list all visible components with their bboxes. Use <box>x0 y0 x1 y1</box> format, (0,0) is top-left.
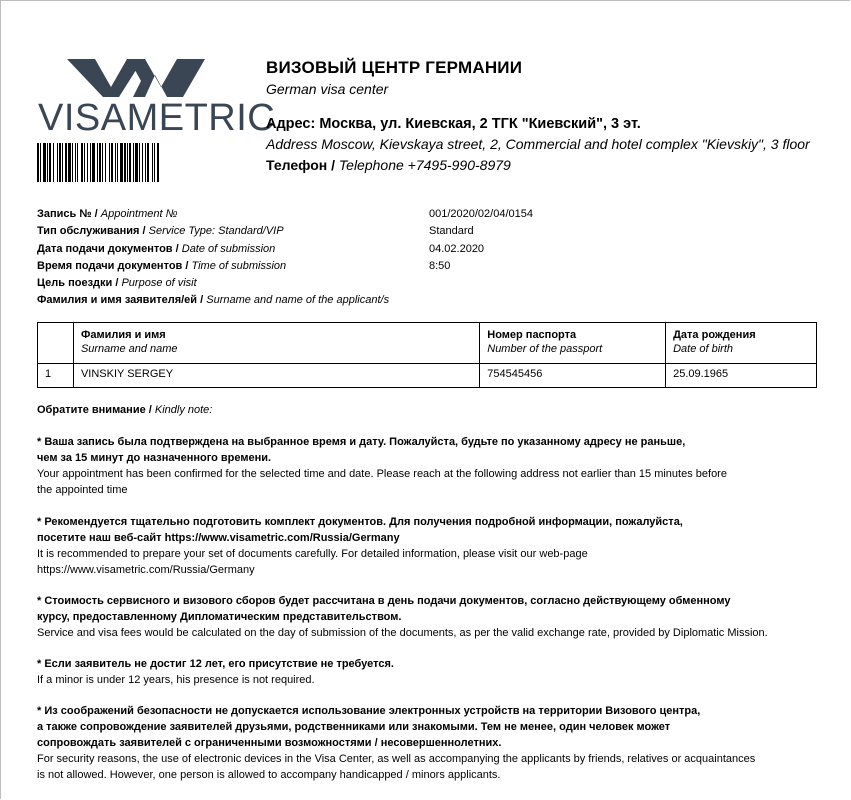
cell-number: 1 <box>38 364 74 388</box>
note-ru-line: * Рекомендуется тщательно подготовить комплект документов. Для получения подробной информации, пожалуйста, <box>37 516 683 528</box>
note-arrival <box>37 434 827 498</box>
note-minors <box>37 656 827 688</box>
visa-center-subtitle: German visa center <box>266 81 389 97</box>
phone-label: Телефон / <box>266 157 335 173</box>
note-ru-line: а также сопровождение заявителей друзьями, родственниками или знакомыми. Тем не менее, один человек может <box>37 721 671 733</box>
col-header-en: Surname and name <box>80 343 178 355</box>
note-ru-line: курсу, предоставленному Дипломатическим представительством. <box>37 611 402 623</box>
col-header-en: Number of the passport <box>487 343 603 355</box>
appointment-info <box>37 208 817 312</box>
note-ru-line: сопровождать заявителей с ограниченными возможностями / несовершеннолетних. <box>37 737 502 749</box>
cell-dob: 25.09.1965 <box>666 364 817 388</box>
note-ru-line: * Из соображений безопасности не допускается использование электронных устройств на территории Визового центра, <box>37 705 701 717</box>
note-en-line: Your appointment has been confirmed for the selected time and date. Please reach at the following address not earlier than 15 minutes before <box>37 468 727 480</box>
info-row-submission-time <box>37 260 817 277</box>
info-label-ru: Время подачи документов / <box>37 259 189 272</box>
note-ru-line: * Если заявитель не достиг 12 лет, его присутствие не требуется. <box>37 658 394 670</box>
address-en: Address Moscow, Kievskaya street, 2, Commercial and hotel complex "Kievskiy", 3 floor <box>266 136 810 152</box>
logo-mark-icon <box>67 57 205 97</box>
info-label-en: Date of submission <box>181 242 276 255</box>
info-row-submission-date <box>37 243 817 260</box>
visa-center-title: ВИЗОВЫЙ ЦЕНТР ГЕРМАНИИ <box>266 58 523 77</box>
info-value: 04.02.2020 <box>429 242 485 255</box>
note-ru-line: * Ваша запись была подтверждена на выбранное время и дату. Пожалуйста, будьте по указанному адресу не раньше, <box>37 436 686 448</box>
note-en-line: is not allowed. However, one person is allowed to accompany handicapped / minors applicants. <box>37 769 501 781</box>
applicants-table <box>37 322 817 388</box>
note-en-line: https://www.visametric.com/Russia/Germany <box>37 564 255 576</box>
address-ru: Адрес: Москва, ул. Киевская, 2 ТГК "Киевский", 3 эт. <box>266 116 641 132</box>
logo-text: VISAMETRIC <box>38 97 276 139</box>
cell-passport: 754545456 <box>480 364 666 388</box>
note-en-line: If a minor is under 12 years, his presence is not required. <box>37 674 315 686</box>
info-label-en: Service Type: Standard/VIP <box>148 225 284 238</box>
info-row-purpose <box>37 277 817 294</box>
col-header-ru: Номер паспорта <box>487 329 577 341</box>
info-label-ru: Тип обслуживания / <box>37 225 146 238</box>
note-en-line: the appointed time <box>37 484 128 496</box>
note-ru-line: * Стоимость сервисного и визового сборов будет рассчитана в день подачи документов, согласно действующему обменному <box>37 595 731 607</box>
note-en-line: For security reasons, the use of electronic devices in the Visa Center, as well as accompanying the applicants by friends, relatives or acquaintances <box>37 753 756 765</box>
info-label-en: Surname and name of the applicant/s <box>206 294 390 307</box>
note-documents <box>37 514 827 578</box>
col-header-passport <box>480 323 666 364</box>
note-ru-line: чем за 15 минут до назначенного времени. <box>37 452 272 464</box>
cell-name: VINSKIY SERGEY <box>73 364 479 388</box>
info-label-en: Time of submission <box>191 259 287 272</box>
note-ru-line: посетите наш веб-сайт https://www.visametric.com/Russia/Germany <box>37 532 400 544</box>
barcode <box>37 143 244 182</box>
info-label-en: Appointment № <box>100 208 178 220</box>
info-label-ru: Фамилия и имя заявителя/ей / <box>37 294 204 307</box>
col-header-dob <box>666 323 817 364</box>
info-value: 001/2020/02/04/0154 <box>429 208 533 220</box>
info-value: Standard <box>429 225 474 238</box>
notes-header-ru: Обратите внимание / <box>37 404 152 416</box>
notes-header <box>37 404 212 416</box>
note-en-line: Service and visa fees would be calculated on the day of submission of the documents, as per the valid exchange rate, provided by Diplomatic Mission. <box>37 627 768 639</box>
notes-header-en: Kindly note: <box>154 404 213 416</box>
note-security <box>37 703 827 783</box>
col-header-number <box>38 323 74 364</box>
info-row-appointment-number <box>37 208 817 225</box>
info-row-applicants <box>37 294 817 311</box>
table-row <box>38 364 817 388</box>
info-row-service-type <box>37 225 817 242</box>
table-header-row <box>38 323 817 364</box>
phone-value: Telephone +7495-990-8979 <box>338 157 511 173</box>
info-label-ru: Дата подачи документов / <box>37 242 179 255</box>
visametric-logo <box>37 57 276 139</box>
info-label-ru: Цель поездки / <box>37 277 119 290</box>
info-label-en: Purpose of visit <box>121 277 197 290</box>
note-en-line: It is recommended to prepare your set of documents carefully. For detailed information, please visit our web-page <box>37 548 588 560</box>
col-header-en: Date of birth <box>673 343 734 355</box>
info-value: 8:50 <box>429 259 451 272</box>
info-label-ru: Запись № / <box>37 208 98 220</box>
phone-line <box>266 157 511 173</box>
col-header-ru: Дата рождения <box>673 329 756 341</box>
col-header-name <box>73 323 479 364</box>
note-fees <box>37 593 827 641</box>
col-header-ru: Фамилия и имя <box>80 329 166 341</box>
